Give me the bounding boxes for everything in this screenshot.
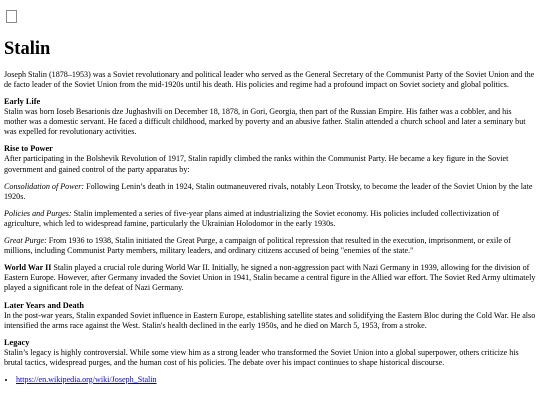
page-title: Stalin (4, 39, 51, 59)
reference-list (4, 375, 536, 385)
broken-image-icon (6, 10, 17, 23)
ww2-text: Stalin played a crucial role during World War II. Initially, he signed a non-aggression pact with Nazi Germany in 1939, allowing for the division of Eastern Europe. However, after Germany invaded the Soviet Union in 1941, Stalin became a central figure in the Allied war effort. The Soviet Red Army ultimately played a significant role in the defeat of Nazi Germany. (4, 263, 536, 293)
wikipedia-link[interactable]: https://en.wikipedia.org/wiki/Joseph_Stalin (16, 374, 157, 384)
legacy-paragraph: Stalin’s legacy is highly controversial. While some view him as a strong leader who transformed the Soviet Union into a global superpower, others criticize his brutal tactics, widespread purges, and the human cost of his policies. The debate over his impact continues to shape historical discourse. (4, 347, 519, 367)
early-life-paragraph: Stalin was born Ioseb Besarionis dze Jughashvili on December 18, 1878, in Gori, Georgia, then part of the Russian Empire. His father was a cobbler, and his mother was a domestic servant. He faced a difficult childhood, marked by poverty and an abusive father. Stalin attended a church school and later a seminary but was expelled for revolutionary activities. (4, 107, 526, 137)
great-purge-label: Great Purge: (4, 236, 47, 246)
consolidation-paragraph (4, 182, 536, 202)
later-years-heading: Later Years and Death (4, 300, 84, 310)
policies-label: Policies and Purges: (4, 208, 72, 218)
rise-to-power-heading: Rise to Power (4, 144, 53, 154)
great-purge-text: From 1936 to 1938, Stalin initiated the Great Purge, a campaign of political repression that resulted in the execution, imprisonment, or exile of millions, including Communist Party members, military leaders, and ordinary citizens accused of being "enemies of the state." (4, 236, 511, 256)
great-purge-paragraph (4, 236, 536, 256)
consolidation-label: Consolidation of Power: (4, 181, 85, 191)
ww2-paragraph (4, 263, 536, 293)
ww2-label: World War II (4, 263, 52, 273)
later-years-paragraph: In the post-war years, Stalin expanded Soviet influence in Eastern Europe, establishing satellite states and solidifying the Eastern Bloc during the Cold War. He also intensified the arms race against the West. Stalin's health declined in the early 1950s, and he died on March 5, 1953, from a stroke. (4, 310, 536, 330)
policies-paragraph (4, 209, 536, 229)
intro-paragraph: Joseph Stalin (1878–1953) was a Soviet revolutionary and political leader who served as the General Secretary of the Communist Party of the Soviet Union and the de facto leader of the Soviet Union from the mid-1920s until his death. His policies and regime had a profound impact on Soviet society and global politics. (4, 70, 535, 90)
early-life-heading: Early Life (4, 97, 41, 107)
legacy-heading: Legacy (4, 337, 30, 347)
policies-text: Stalin implemented a series of five-year plans aimed at industrializing the Soviet economy. His policies included collectivization of agriculture, which led to widespread famine, particularly the Ukrainian Holodomor in the early 1930s. (4, 208, 500, 228)
consolidation-text: Following Lenin’s death in 1924, Stalin outmaneuvered rivals, notably Leon Trotsky, to become the leader of the Soviet Union by the late 1920s. (4, 181, 533, 201)
reference-item (16, 375, 536, 385)
rise-to-power-paragraph: After participating in the Bolshevik Revolution of 1917, Stalin rapidly climbed the ranks within the Communist Party. He became a key figure in the Soviet government and gained control of the party apparatus by: (4, 154, 509, 174)
